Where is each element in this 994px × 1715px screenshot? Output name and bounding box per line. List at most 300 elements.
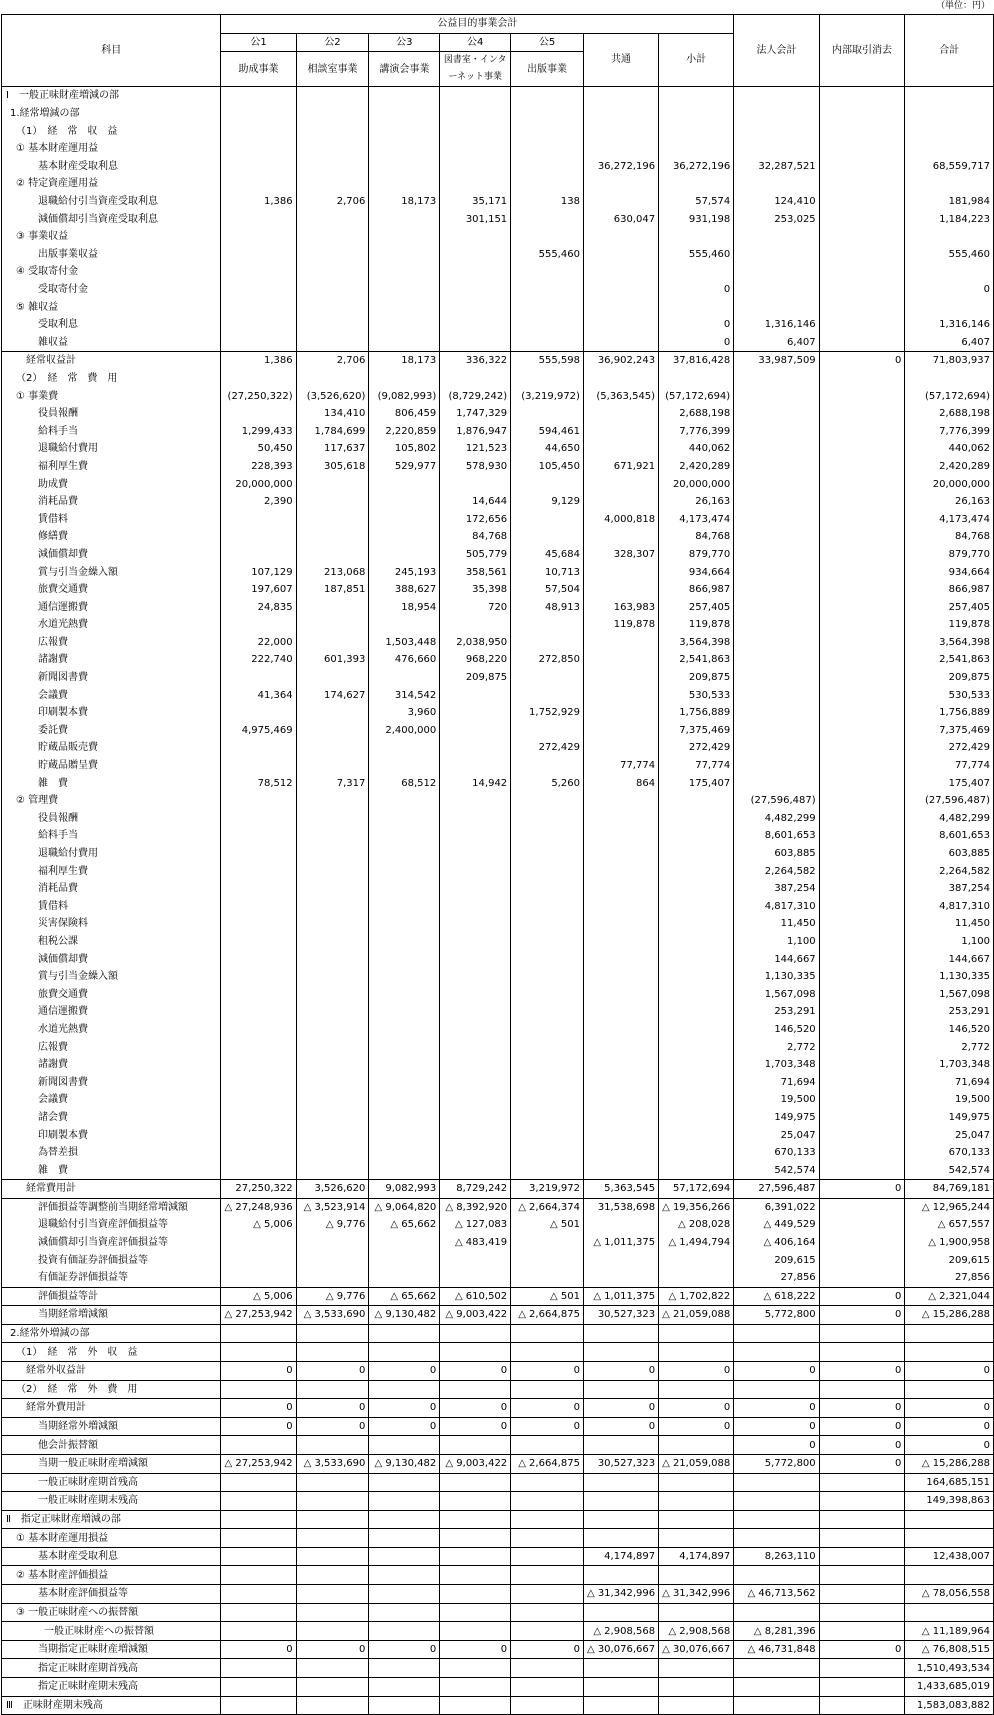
row-value-col-1: 0 (221, 1399, 296, 1418)
row-value-col-7 (659, 1510, 734, 1529)
table-row (2, 1287, 994, 1306)
row-value-col-1 (221, 158, 296, 176)
row-value-col-8 (734, 387, 819, 405)
row-value-col-4: △ 127,083 (440, 1216, 511, 1234)
row-value-col-2 (296, 845, 369, 863)
row-value-col-6: 163,983 (583, 598, 658, 616)
row-value-col-1 (221, 1109, 296, 1127)
row-value-col-7: 57,172,694 (659, 1180, 734, 1199)
row-value-col-3: 314,542 (369, 686, 440, 704)
row-value-col-6 (583, 634, 658, 652)
row-value-col-1 (221, 210, 296, 228)
row-value-col-3: 0 (369, 1361, 440, 1380)
row-value-col-4: 0 (440, 1361, 511, 1380)
row-value-col-2: △ 3,533,690 (296, 1306, 369, 1325)
table-row (2, 158, 994, 176)
row-value-col-6 (583, 1492, 658, 1511)
row-value-col-9 (819, 985, 905, 1003)
row-value-col-5 (511, 933, 584, 951)
row-value-col-1 (221, 739, 296, 757)
row-label: 経常費用計 (2, 1180, 221, 1199)
row-value-col-3 (369, 985, 440, 1003)
row-value-col-3: (9,082,993) (369, 387, 440, 405)
row-value-col-8 (734, 1380, 819, 1399)
row-value-col-1 (221, 704, 296, 722)
row-value-col-4: 336,322 (440, 352, 511, 370)
row-value-col-9 (819, 1529, 905, 1548)
row-value-col-10: 1,703,348 (905, 1056, 994, 1074)
row-value-col-9 (819, 158, 905, 176)
row-label: 退職給付費用 (2, 845, 221, 863)
row-label: 退職給付費用 (2, 440, 221, 458)
table-row (2, 175, 994, 193)
row-value-col-4: 505,779 (440, 546, 511, 564)
row-value-col-8: 253,291 (734, 1003, 819, 1021)
row-value-col-6 (583, 334, 658, 352)
row-value-col-1: 24,835 (221, 598, 296, 616)
row-label: 貯蔵品贈呈費 (2, 757, 221, 775)
row-value-col-3 (369, 475, 440, 493)
row-value-col-4 (440, 933, 511, 951)
row-value-col-1 (221, 263, 296, 281)
row-value-col-8: 2,772 (734, 1038, 819, 1056)
row-value-col-4 (440, 281, 511, 299)
row-value-col-6 (583, 405, 658, 423)
table-row (2, 1003, 994, 1021)
row-value-col-9 (819, 1003, 905, 1021)
row-value-col-4 (440, 1436, 511, 1455)
row-value-col-8: 32,287,521 (734, 158, 819, 176)
row-value-col-6 (583, 528, 658, 546)
row-value-col-1 (221, 175, 296, 193)
row-value-col-2 (296, 528, 369, 546)
row-value-col-8: 71,694 (734, 1073, 819, 1091)
row-value-col-2 (296, 827, 369, 845)
row-value-col-9 (819, 175, 905, 193)
row-value-col-8: 1,316,146 (734, 316, 819, 334)
row-value-col-6: 4,174,897 (583, 1547, 658, 1566)
row-value-col-6 (583, 898, 658, 916)
row-value-col-1 (221, 898, 296, 916)
row-value-col-9 (819, 581, 905, 599)
row-value-col-9 (819, 915, 905, 933)
row-value-col-8 (734, 87, 819, 105)
row-value-col-5 (511, 1056, 584, 1074)
row-value-col-9 (819, 1585, 905, 1604)
table-row (2, 704, 994, 722)
table-row (2, 1216, 994, 1234)
table-row (2, 1161, 994, 1179)
row-value-col-6 (583, 862, 658, 880)
row-value-col-3 (369, 1622, 440, 1641)
row-value-col-1: △ 27,248,936 (221, 1198, 296, 1216)
row-value-col-10: 879,770 (905, 546, 994, 564)
row-value-col-8: 8,263,110 (734, 1547, 819, 1566)
row-value-col-7: 0 (659, 316, 734, 334)
row-value-col-3 (369, 1343, 440, 1362)
row-value-col-5: 555,598 (511, 352, 584, 370)
row-value-col-5 (511, 968, 584, 986)
row-value-col-3: △ 9,130,482 (369, 1306, 440, 1325)
row-value-col-8: 0 (734, 1399, 819, 1418)
row-value-col-2: 174,627 (296, 686, 369, 704)
row-value-col-6 (583, 1473, 658, 1492)
table-row (2, 915, 994, 933)
row-value-col-5: 0 (511, 1361, 584, 1380)
row-value-col-8 (734, 493, 819, 511)
row-value-col-10: 6,407 (905, 334, 994, 352)
row-value-col-7 (659, 1056, 734, 1074)
row-value-col-5: 272,429 (511, 739, 584, 757)
row-value-col-8: 670,133 (734, 1144, 819, 1162)
row-value-col-7 (659, 1324, 734, 1343)
row-value-col-9 (819, 1380, 905, 1399)
row-value-col-1 (221, 1566, 296, 1585)
row-value-col-2 (296, 158, 369, 176)
row-value-col-9 (819, 281, 905, 299)
row-value-col-10 (905, 370, 994, 388)
row-value-col-3 (369, 546, 440, 564)
table-row (2, 1603, 994, 1622)
row-value-col-9 (819, 704, 905, 722)
row-value-col-10: (27,596,487) (905, 792, 994, 810)
row-value-col-8: 8,601,653 (734, 827, 819, 845)
row-label: 1.経常増減の部 (2, 105, 221, 123)
table-row (2, 352, 994, 370)
row-value-col-7: △ 2,908,568 (659, 1622, 734, 1641)
row-value-col-6 (583, 422, 658, 440)
row-value-col-9 (819, 722, 905, 740)
row-value-col-8 (734, 598, 819, 616)
row-value-col-2 (296, 915, 369, 933)
row-label: 災害保険料 (2, 915, 221, 933)
row-value-col-3 (369, 1056, 440, 1074)
row-value-col-5 (511, 140, 584, 158)
row-value-col-10: 209,615 (905, 1251, 994, 1269)
row-value-col-3: 529,977 (369, 458, 440, 476)
row-value-col-7: 37,816,428 (659, 352, 734, 370)
row-value-col-10: 71,694 (905, 1073, 994, 1091)
row-value-col-7 (659, 1529, 734, 1548)
row-value-col-4 (440, 1073, 511, 1091)
row-value-col-4 (440, 1529, 511, 1548)
row-label: 印刷製本費 (2, 1126, 221, 1144)
row-value-col-8 (734, 1343, 819, 1362)
row-value-col-4 (440, 1622, 511, 1641)
row-value-col-2: 117,637 (296, 440, 369, 458)
row-value-col-1 (221, 1380, 296, 1399)
row-value-col-6 (583, 440, 658, 458)
row-value-col-1 (221, 1659, 296, 1678)
row-value-col-7: 866,987 (659, 581, 734, 599)
header-corporate: 法人会計 (734, 15, 819, 87)
row-value-col-3: 0 (369, 1399, 440, 1418)
row-value-col-9: 0 (819, 1361, 905, 1380)
row-value-col-9 (819, 1251, 905, 1269)
row-value-col-6 (583, 1380, 658, 1399)
row-value-col-2 (296, 985, 369, 1003)
row-value-col-4 (440, 1324, 511, 1343)
row-value-col-2 (296, 316, 369, 334)
row-value-col-6: 630,047 (583, 210, 658, 228)
row-value-col-9 (819, 193, 905, 211)
row-value-col-7: △ 1,702,822 (659, 1287, 734, 1306)
row-value-col-6 (583, 1003, 658, 1021)
row-value-col-5 (511, 1529, 584, 1548)
row-label: 経常外収益計 (2, 1361, 221, 1380)
row-value-col-3 (369, 915, 440, 933)
row-value-col-1 (221, 281, 296, 299)
row-value-col-7: 0 (659, 334, 734, 352)
row-value-col-2 (296, 105, 369, 123)
row-value-col-2 (296, 950, 369, 968)
row-value-col-7 (659, 880, 734, 898)
row-value-col-2: △ 9,776 (296, 1216, 369, 1234)
row-value-col-10: 209,875 (905, 669, 994, 687)
row-value-col-5: 48,913 (511, 598, 584, 616)
row-value-col-4: 172,656 (440, 510, 511, 528)
table-row (2, 1056, 994, 1074)
row-value-col-9 (819, 686, 905, 704)
row-value-col-4 (440, 616, 511, 634)
row-value-col-4: 2,038,950 (440, 634, 511, 652)
row-value-col-2: 2,706 (296, 193, 369, 211)
row-value-col-4 (440, 1091, 511, 1109)
header-name-1: 助成事業 (221, 52, 296, 87)
row-value-col-9 (819, 510, 905, 528)
row-value-col-2 (296, 175, 369, 193)
row-value-col-9 (819, 651, 905, 669)
row-value-col-9 (819, 546, 905, 564)
row-value-col-6: 671,921 (583, 458, 658, 476)
row-value-col-2 (296, 757, 369, 775)
table-row (2, 422, 994, 440)
row-value-col-1: 0 (221, 1640, 296, 1659)
row-value-col-6 (583, 316, 658, 334)
row-label: 減価償却引当資産評価損益等 (2, 1234, 221, 1252)
row-value-col-8: △ 449,529 (734, 1216, 819, 1234)
row-value-col-8: 27,596,487 (734, 1180, 819, 1199)
row-value-col-1 (221, 228, 296, 246)
row-value-col-5 (511, 1234, 584, 1252)
row-label: 雑 費 (2, 774, 221, 792)
row-value-col-6 (583, 880, 658, 898)
row-label: 諸会費 (2, 1109, 221, 1127)
table-row (2, 1091, 994, 1109)
row-value-col-8 (734, 405, 819, 423)
row-value-col-1 (221, 1436, 296, 1455)
row-value-col-5 (511, 1073, 584, 1091)
row-value-col-5 (511, 985, 584, 1003)
row-value-col-7 (659, 1566, 734, 1585)
row-value-col-4 (440, 739, 511, 757)
row-value-col-8: 387,254 (734, 880, 819, 898)
table-row (2, 1510, 994, 1529)
row-value-col-4 (440, 1659, 511, 1678)
row-value-col-10: 175,407 (905, 774, 994, 792)
row-label: 租税公課 (2, 933, 221, 951)
row-value-col-4: 0 (440, 1417, 511, 1436)
row-value-col-6 (583, 810, 658, 828)
row-value-col-1: 50,450 (221, 440, 296, 458)
row-value-col-4 (440, 722, 511, 740)
header-name-2: 相談室事業 (296, 52, 369, 87)
row-value-col-9 (819, 1038, 905, 1056)
row-value-col-5 (511, 792, 584, 810)
row-value-col-10: △ 76,808,515 (905, 1640, 994, 1659)
row-label: 減価償却費 (2, 546, 221, 564)
row-value-col-8 (734, 686, 819, 704)
row-value-col-5 (511, 1269, 584, 1287)
row-value-col-1 (221, 616, 296, 634)
row-value-col-7: 36,272,196 (659, 158, 734, 176)
row-value-col-5: △ 2,664,875 (511, 1454, 584, 1473)
row-value-col-2 (296, 1547, 369, 1566)
row-value-col-1 (221, 1021, 296, 1039)
row-value-col-4 (440, 1038, 511, 1056)
table-row (2, 1417, 994, 1436)
row-value-col-2 (296, 246, 369, 264)
row-value-col-6: 328,307 (583, 546, 658, 564)
row-value-col-4 (440, 1003, 511, 1021)
row-value-col-5 (511, 634, 584, 652)
row-value-col-7: △ 19,356,266 (659, 1198, 734, 1216)
row-value-col-8 (734, 510, 819, 528)
row-value-col-9 (819, 1566, 905, 1585)
table-row (2, 774, 994, 792)
row-value-col-1 (221, 757, 296, 775)
row-value-col-2 (296, 739, 369, 757)
row-value-col-7: △ 21,059,088 (659, 1454, 734, 1473)
row-value-col-9 (819, 528, 905, 546)
row-value-col-10: 1,100 (905, 933, 994, 951)
row-value-col-9 (819, 880, 905, 898)
row-value-col-7 (659, 1144, 734, 1162)
row-value-col-10 (905, 140, 994, 158)
row-label: 水道光熱費 (2, 616, 221, 634)
row-value-col-5 (511, 510, 584, 528)
header-name-4: 図書室・インターネット事業 (440, 52, 511, 87)
row-value-col-8: 0 (734, 1436, 819, 1455)
row-value-col-1 (221, 1056, 296, 1074)
row-value-col-3 (369, 316, 440, 334)
row-value-col-5 (511, 1603, 584, 1622)
row-value-col-3 (369, 510, 440, 528)
row-value-col-1 (221, 1473, 296, 1492)
row-value-col-1 (221, 915, 296, 933)
table-row (2, 334, 994, 352)
row-value-col-6 (583, 1038, 658, 1056)
row-value-col-4 (440, 246, 511, 264)
row-label: 会議費 (2, 1091, 221, 1109)
row-label: 諸謝費 (2, 651, 221, 669)
row-value-col-1 (221, 1161, 296, 1179)
row-value-col-1 (221, 1603, 296, 1622)
row-value-col-1 (221, 827, 296, 845)
row-value-col-6 (583, 1510, 658, 1529)
row-label: 一般正味財産期首残高 (2, 1473, 221, 1492)
row-value-col-1 (221, 1251, 296, 1269)
row-value-col-8: 33,987,509 (734, 352, 819, 370)
row-value-col-3 (369, 792, 440, 810)
row-value-col-4: 14,942 (440, 774, 511, 792)
row-value-col-7: 4,173,474 (659, 510, 734, 528)
row-value-col-9 (819, 792, 905, 810)
table-row (2, 210, 994, 228)
row-value-col-4 (440, 915, 511, 933)
row-label: 委託費 (2, 722, 221, 740)
row-value-col-4 (440, 1056, 511, 1074)
row-value-col-3 (369, 1126, 440, 1144)
row-value-col-5 (511, 158, 584, 176)
row-value-col-7: 555,460 (659, 246, 734, 264)
row-value-col-9: 0 (819, 1180, 905, 1199)
header-common: 共通 (583, 33, 658, 87)
row-value-col-8 (734, 475, 819, 493)
row-label: 雑収益 (2, 334, 221, 352)
table-row (2, 405, 994, 423)
row-label: 会議費 (2, 686, 221, 704)
row-value-col-2 (296, 546, 369, 564)
table-row (2, 1473, 994, 1492)
row-value-col-2 (296, 1473, 369, 1492)
row-value-col-6 (583, 1324, 658, 1343)
row-value-col-10 (905, 1529, 994, 1548)
row-value-col-8 (734, 1510, 819, 1529)
row-value-col-5: 0 (511, 1640, 584, 1659)
row-value-col-3 (369, 158, 440, 176)
row-label: 旅費交通費 (2, 985, 221, 1003)
table-row (2, 458, 994, 476)
row-value-col-1: 0 (221, 1417, 296, 1436)
row-value-col-9 (819, 1269, 905, 1287)
row-value-col-2 (296, 1091, 369, 1109)
table-row (2, 1380, 994, 1399)
row-value-col-10 (905, 87, 994, 105)
row-value-col-8 (734, 669, 819, 687)
row-value-col-3 (369, 1038, 440, 1056)
row-value-col-8: △ 46,713,562 (734, 1585, 819, 1604)
row-value-col-4 (440, 1492, 511, 1511)
row-value-col-5 (511, 405, 584, 423)
row-value-col-2 (296, 880, 369, 898)
row-label: 賃借料 (2, 898, 221, 916)
row-value-col-7 (659, 1251, 734, 1269)
row-value-col-9 (819, 334, 905, 352)
row-value-col-10 (905, 298, 994, 316)
table-row (2, 651, 994, 669)
row-value-col-3: △ 65,662 (369, 1216, 440, 1234)
row-value-col-6 (583, 1161, 658, 1179)
row-value-col-7 (659, 1073, 734, 1091)
row-value-col-2 (296, 1126, 369, 1144)
row-value-col-6 (583, 915, 658, 933)
row-value-col-10: △ 1,900,958 (905, 1234, 994, 1252)
row-value-col-2: △ 9,776 (296, 1287, 369, 1306)
row-value-col-3: 0 (369, 1640, 440, 1659)
row-value-col-3 (369, 1021, 440, 1039)
header-code-2: 公2 (296, 33, 369, 52)
row-value-col-2 (296, 1056, 369, 1074)
row-value-col-7: 77,774 (659, 757, 734, 775)
row-value-col-6 (583, 1343, 658, 1362)
row-value-col-2 (296, 122, 369, 140)
row-value-col-2: 7,317 (296, 774, 369, 792)
row-value-col-7 (659, 1436, 734, 1455)
row-value-col-10: 68,559,717 (905, 158, 994, 176)
row-value-col-10: 181,984 (905, 193, 994, 211)
row-value-col-6 (583, 933, 658, 951)
